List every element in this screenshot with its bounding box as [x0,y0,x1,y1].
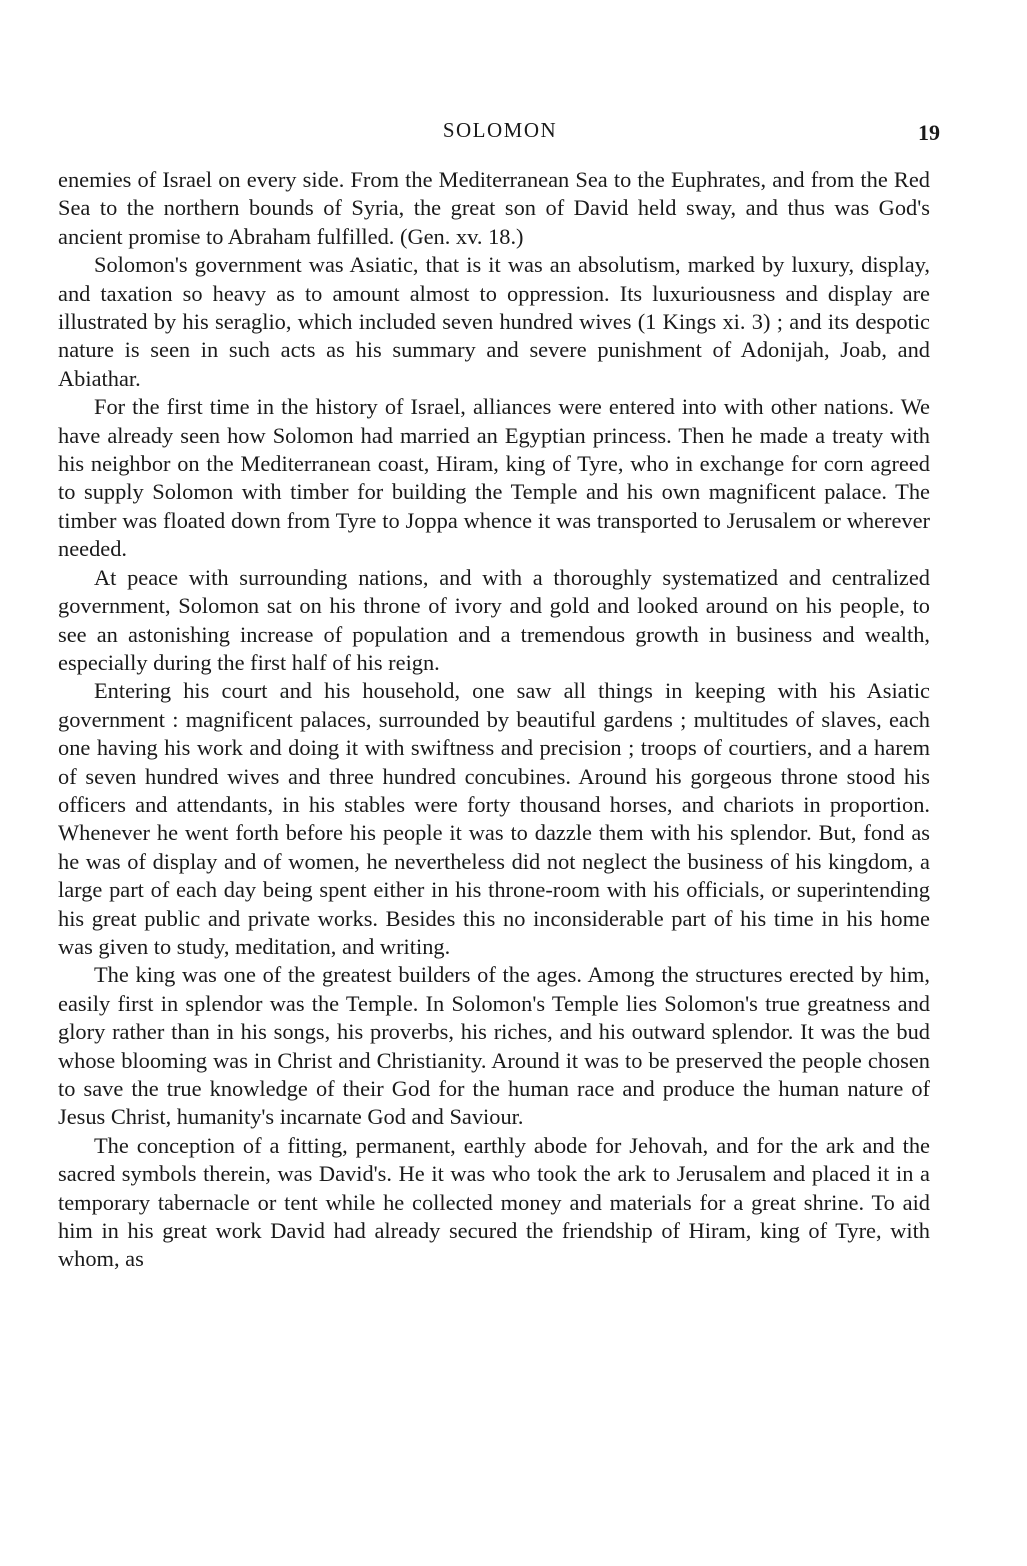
page-header [60,118,940,152]
paragraph-government: Solomon's government was Asiatic, that is it was an absolutism, marked by luxury, display, and taxation so heavy as to amount almost to oppression. Its luxuriousness and display are illustrated by his seraglio, which included seven hundred wives (1 Kings xi. 3) ; and its despotic nature is seen in such acts as his summary and severe punishment of Adonijah, Joab, and Abiathar. [58,252,930,391]
running-head: SOLOMON [442,118,558,142]
paragraph-alliances: For the first time in the history of Israel, alliances were entered into with other nations. We have already seen how Solomon had married an Egyptian princess. Then he made a treaty with his neighbor on the Mediterranean coast, Hiram, king of Tyre, who in exchange for corn agreed to supply Solomon with timber for building the Temple and his own magnificent palace. The timber was floated down from Tyre to Joppa whence it was transported to Jerusalem or wherever needed. [58,394,930,562]
paragraph-builder: The king was one of the greatest builders of the ages. Among the structures erected by him, easily first in splendor was the Temple. In Solomon's Temple lies Solomon's true greatness and glory rather than in his songs, his proverbs, his riches, and his outward splendor. It was the bud whose blooming was in Christ and Christianity. Around it was to be preserved the people chosen to save the true knowledge of their God for the human race and produce the human nature of Jesus Christ, humanity's incarnate God and Saviour. [58,962,930,1130]
paragraph-peace: At peace with surrounding nations, and with a thoroughly systematized and centralized government, Solomon sat on his throne of ivory and gold and looked around on his people, to see an astonishing increase of population and a tremendous growth in business and wealth, especially during the first half of his reign. [58,564,930,675]
body-text [58,166,930,1274]
paragraph-court: Entering his court and his household, one saw all things in keeping with his Asiatic government : magnificent palaces, surrounded by beautiful gardens ; multitudes of slaves, each one having his work and doing it with swiftness and precision ; troops of courtiers, and a harem of seven hundred wives and three hundred concubines. Around his gorgeous throne stood his officers and attendants, in his stables were forty thousand horses, and chariots in proportion. Whenever he went forth before his people it was to dazzle them with his splendor. But, fond as he was of display and of women, he nevertheless did not neglect the business of his kingdom, a large part of each day being spent either in his throne-room with his officials, or superintending his great public and private works. Besides this no inconsiderable part of his time in his home was given to study, meditation, and writing. [58,678,930,959]
paragraph-temple-conception: The conception of a fitting, permanent, earthly abode for Jehovah, and for the ark and the sacred symbols therein, was David's. He it was who took the ark to Jerusalem and placed it in a temporary tabernacle or tent while he collected money and materials for a great shrine. To aid him in his great work David had already secured the friendship of Hiram, king of Tyre, with whom, as [58,1132,930,1272]
page-number: 19 [918,120,940,145]
paragraph-continuation: enemies of Israel on every side. From the Mediterranean Sea to the Euphrates, and from the Red Sea to the northern bounds of Syria, the great son of David held sway, and thus was God's ancient promise to Abraham fulfilled. (Gen. xv. 18.) [58,167,930,249]
